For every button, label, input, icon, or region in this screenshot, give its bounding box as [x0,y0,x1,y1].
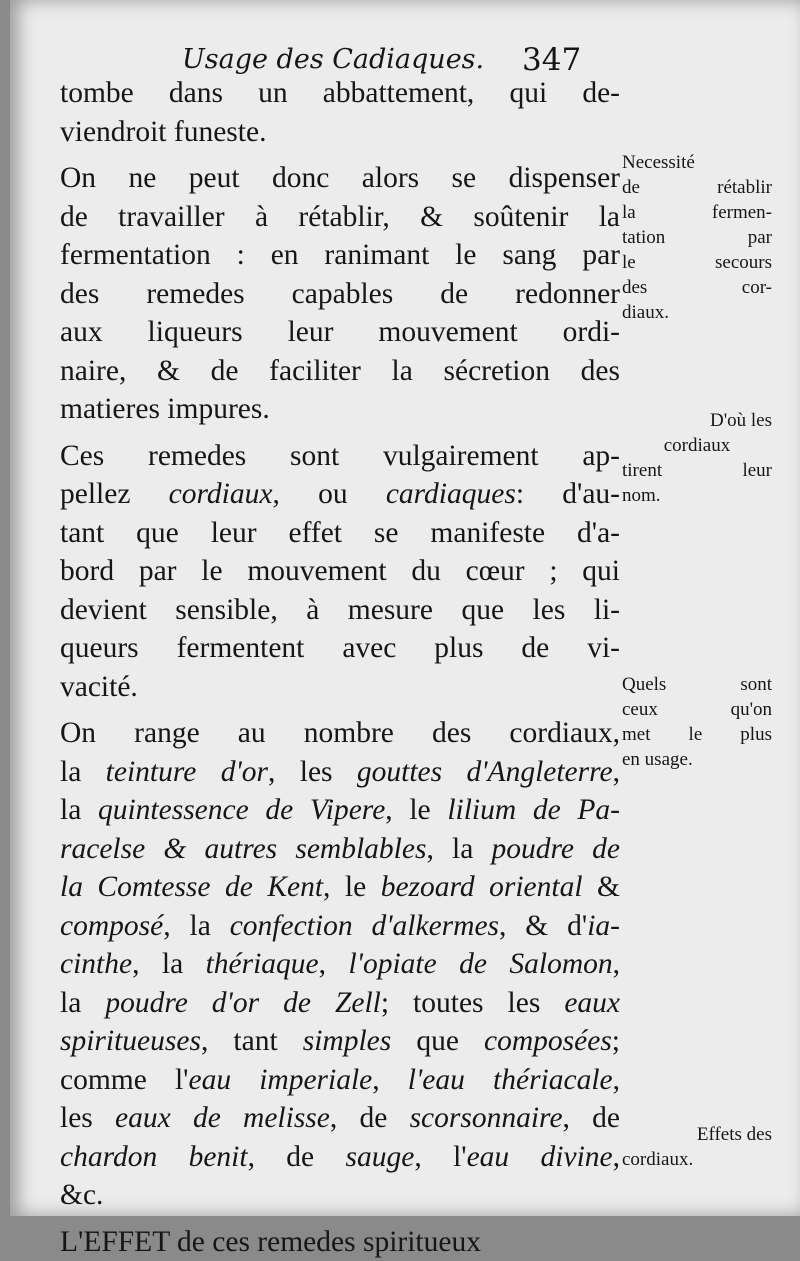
text-line: On range au nombre des cordiaux, [60,714,620,753]
text-line: aux liqueurs leur mouvement ordi- [60,313,620,352]
text-line: bord par le mouvement du cœur ; qui [60,552,620,591]
main-text-column [60,74,620,1261]
text-line: les eaux de melisse, de scorsonnaire, de [60,1099,620,1138]
margin-note-usage: Quels sont ceux qu'on met le plus en usage. [622,672,772,772]
text-line: viendroit funeste. [60,113,620,152]
text-line: composé, la confection d'alkermes, & d'ia- [60,907,620,946]
text-line: devient sensible, à mesure que les li- [60,591,620,630]
text-line: spiritueuses, tant simples que composées; [60,1022,620,1061]
text-line: de travailler à rétablir, & soûtenir la [60,198,620,237]
text-line: fermentation : en ranimant le sang par [60,236,620,275]
text-line: comme l'eau imperiale, l'eau thériacale, [60,1061,620,1100]
text-line: racelse & autres semblables, la poudre de [60,830,620,869]
text-line: naire, & de faciliter la sécretion des [60,352,620,391]
text-line: pellez cordiaux, ou cardiaques: d'au- [60,475,620,514]
text-line: la quintessence de Vipere, le lilium de Pa- [60,791,620,830]
text-line: queurs fermentent avec plus de vi- [60,629,620,668]
text-line: chardon benit, de sauge, l'eau divine, [60,1138,620,1177]
text-line: Ces remedes sont vulgairement ap- [60,437,620,476]
margin-note-necessite: Necessité de rétablir la fermen- tation par le secours des cor- diaux. [622,150,772,325]
text-line: la teinture d'or, les gouttes d'Angleterre, [60,753,620,792]
text-line: la poudre d'or de Zell; toutes les eaux [60,984,620,1023]
running-head: Usage des Cadiaques. [182,44,484,75]
text-line: la Comtesse de Kent, le bezoard oriental & [60,868,620,907]
text-line: L'EFFET de ces remedes spiritueux [60,1223,620,1261]
margin-note-effets: Effets des cordiaux. [622,1122,772,1172]
text-line: des remedes capables de redonner [60,275,620,314]
book-page [10,0,800,1216]
text-line: tant que leur effet se manifeste d'a- [60,514,620,553]
page-number: 347 [522,42,581,78]
text-line: matieres impures. [60,390,620,429]
text-line: cinthe, la thériaque, l'opiate de Salomon, [60,945,620,984]
text-line: tombe dans un abbattement, qui de- [60,74,620,113]
text-line: On ne peut donc alors se dispenser [60,159,620,198]
text-line: vacité. [60,668,620,707]
text-line: &c. [60,1176,620,1215]
margin-note-origine: D'où les cordiaux tirent leur nom. [622,408,772,508]
